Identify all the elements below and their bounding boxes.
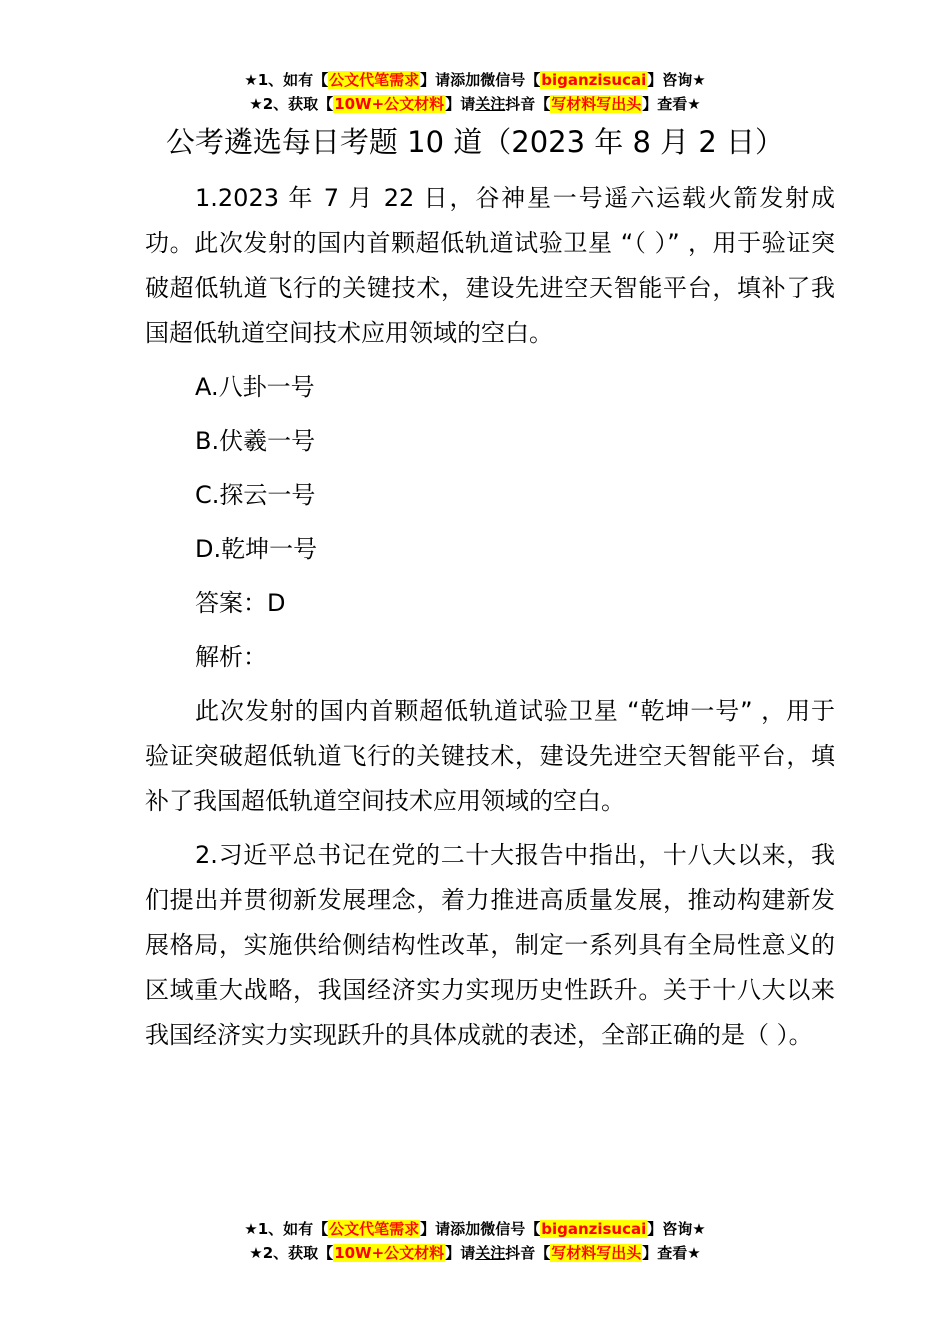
banner-text: 】请添 xyxy=(420,1220,466,1238)
question-1-stem: 1.2023 年 7 月 22 日，谷神星一号遥六运载火箭发射成功。此次发射的国内首颗超低轨道试验卫星 “（ ）” ，用于验证突破超低轨道飞行的关键技术，建设先进空天智能平台，填补了我国超低轨道空间技术应用领域的空白。 xyxy=(145,184,835,347)
banner-text: 】咨询★ xyxy=(647,1220,706,1238)
banner-underline-word: 关注 xyxy=(475,1244,506,1262)
banner-text: 】请 xyxy=(445,1244,476,1262)
banner-underline-word: 关注 xyxy=(475,95,506,113)
banner-highlight-wechat-id: biganzisucai xyxy=(541,71,647,89)
footer-banner xyxy=(0,1217,950,1265)
banner-bold-word: 加 xyxy=(465,71,481,89)
banner-line-2 xyxy=(0,1241,950,1265)
banner-text: 微信号【 xyxy=(480,71,541,89)
banner-text: 抖音【 xyxy=(505,1244,551,1262)
question-1-analysis: 此次发射的国内首颗超低轨道试验卫星 “乾坤一号” ，用于验证突破超低轨道飞行的关键技术，建设先进空天智能平台，填补了我国超低轨道空间技术应用领域的空白。 xyxy=(145,697,835,815)
banner-text: 】查看★ xyxy=(642,95,701,113)
question-2-stem: 2.习近平总书记在党的二十大报告中指出，十八大以来，我们提出并贯彻新发展理念，着力推进高质量发展，推动构建新发展格局，实施供给侧结构性改革，制定一系列具有全局性意义的区域重大战略，我国经济实力实现历史性跃升。关于十八大以来我国经济实力实现跃升的具体成就的表述，全部正确的是（ ）。 xyxy=(145,841,835,1049)
banner-text: ★2、获取【 xyxy=(249,1244,334,1262)
banner-text: ★1、如有【 xyxy=(244,71,329,89)
banner-bold-word: 加 xyxy=(465,1220,481,1238)
banner-text: ★1、如有【 xyxy=(244,1220,329,1238)
question-1-analysis-label: 解析： xyxy=(195,643,267,671)
question-1-option-b: B.伏羲一号 xyxy=(195,427,316,455)
banner-highlight-douyin-account: 写材料写出头 xyxy=(551,95,642,113)
question-1-option-c: C.探云一号 xyxy=(195,481,316,509)
banner-line-1 xyxy=(0,1217,950,1241)
banner-text: 】请添 xyxy=(420,71,466,89)
banner-highlight-materials: 10W+公文材料 xyxy=(334,95,445,113)
banner-highlight-douyin-account: 写材料写出头 xyxy=(551,1244,642,1262)
banner-text: 微信号【 xyxy=(480,1220,541,1238)
banner-text: 】查看★ xyxy=(642,1244,701,1262)
question-1-option-d: D.乾坤一号 xyxy=(195,535,318,563)
banner-text: ★2、获取【 xyxy=(249,95,334,113)
banner-text: 】咨询★ xyxy=(647,71,706,89)
banner-highlight-service: 公文代笔需求 xyxy=(329,71,420,89)
banner-highlight-materials: 10W+公文材料 xyxy=(334,1244,445,1262)
banner-text: 】请 xyxy=(445,95,476,113)
header-banner xyxy=(0,68,950,116)
question-1-answer: 答案：D xyxy=(195,589,286,617)
banner-highlight-wechat-id: biganzisucai xyxy=(541,1220,647,1238)
document-title: 公考遴选每日考题 10 道（2023 年 8 月 2 日） xyxy=(165,125,785,159)
document-body xyxy=(145,176,835,1067)
banner-line-2 xyxy=(0,92,950,116)
banner-line-1 xyxy=(0,68,950,92)
question-1-option-a: A.八卦一号 xyxy=(195,373,315,401)
banner-highlight-service: 公文代笔需求 xyxy=(329,1220,420,1238)
banner-text: 抖音【 xyxy=(505,95,551,113)
